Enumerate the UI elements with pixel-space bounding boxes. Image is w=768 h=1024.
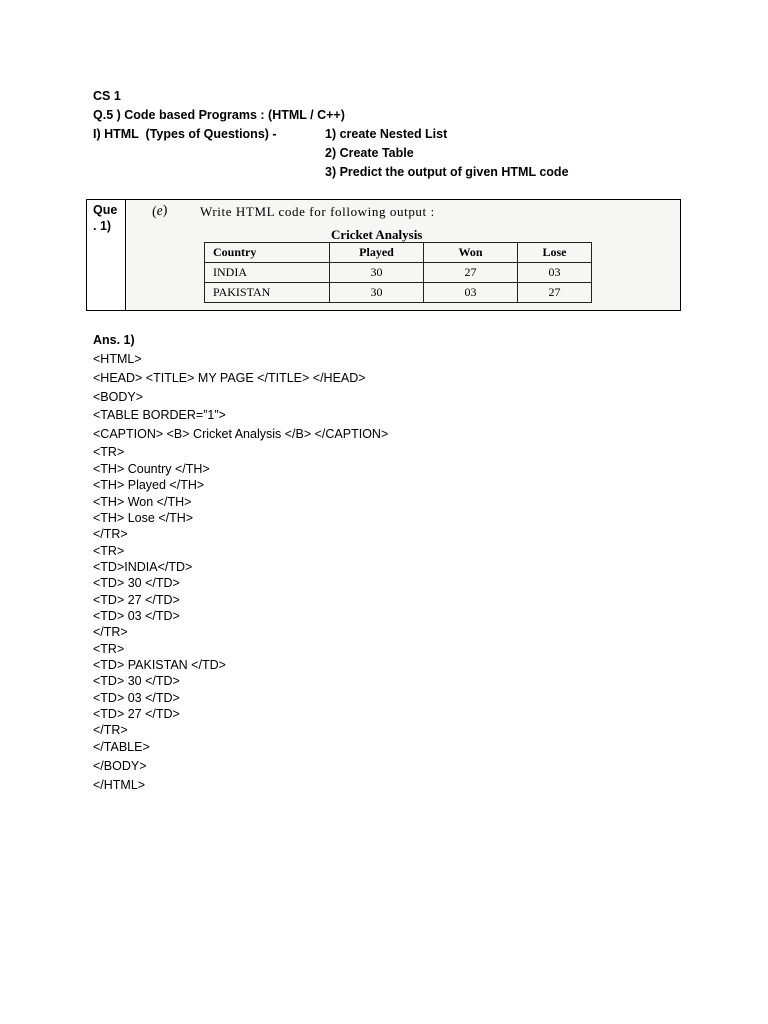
- code-line: <TH> Won </TH>: [93, 495, 192, 509]
- cell-won: 03: [424, 283, 518, 303]
- code-line: </TR>: [93, 723, 128, 737]
- header-won: Won: [424, 243, 518, 263]
- code-line: <TR>: [93, 642, 125, 656]
- code-line: <TH> Played </TH>: [93, 478, 205, 492]
- answer-title: Ans. 1): [93, 333, 135, 347]
- question-heading: Q.5 ) Code based Programs : (HTML / C++): [93, 108, 345, 122]
- code-line: <BODY>: [93, 390, 144, 404]
- code-line: <HEAD> <TITLE> MY PAGE </TITLE> </HEAD>: [93, 371, 366, 385]
- code-line: <TD> 30 </TD>: [93, 576, 180, 590]
- code-line: <TD> 30 </TD>: [93, 674, 180, 688]
- scanned-question-image: [127, 200, 680, 310]
- table-row: [205, 263, 592, 283]
- code-line: <TR>: [93, 544, 125, 558]
- header-country: Country: [205, 243, 330, 263]
- code-line: </BODY>: [93, 759, 147, 773]
- code-line: <TD> 03 </TD>: [93, 691, 180, 705]
- code-line: <TD> 27 </TD>: [93, 707, 180, 721]
- code-line: </TABLE>: [93, 740, 150, 754]
- question-box: [86, 199, 681, 311]
- code-line: <TD> PAKISTAN </TD>: [93, 658, 226, 672]
- question-label-line2: . 1): [93, 219, 112, 233]
- table-header-row: [205, 243, 592, 263]
- type-item-3: 3) Predict the output of given HTML code: [325, 165, 569, 179]
- cell-lose: 27: [518, 283, 592, 303]
- code-line: </HTML>: [93, 778, 146, 792]
- code-line: <TH> Lose </TH>: [93, 511, 194, 525]
- type-item-1: 1) create Nested List: [325, 127, 448, 141]
- cell-country: INDIA: [205, 263, 330, 283]
- cell-lose: 03: [518, 263, 592, 283]
- code-line: <CAPTION> <B> Cricket Analysis </B> </CAPTION>: [93, 427, 389, 441]
- code-line: <TH> Country </TH>: [93, 462, 210, 476]
- cell-played: 30: [330, 263, 424, 283]
- code-line: <HTML>: [93, 352, 142, 366]
- handwritten-marker: (e): [150, 202, 169, 221]
- cell-country: PAKISTAN: [205, 283, 330, 303]
- cell-played: 30: [330, 283, 424, 303]
- question-label: [87, 200, 126, 310]
- table-row: [205, 283, 592, 303]
- table-caption: Cricket Analysis: [331, 227, 423, 242]
- code-line: <TABLE BORDER=”1”>: [93, 408, 226, 422]
- cell-won: 27: [424, 263, 518, 283]
- subject-heading: CS 1: [93, 89, 121, 103]
- code-line: <TD> 27 </TD>: [93, 593, 180, 607]
- header-lose: Lose: [518, 243, 592, 263]
- question-label-line1: Que: [93, 203, 118, 217]
- question-instruction: Write HTML code for following output :: [200, 204, 435, 219]
- code-line: </TR>: [93, 625, 128, 639]
- code-line: <TD>INDIA</TD>: [93, 560, 193, 574]
- code-line: <TD> 03 </TD>: [93, 609, 180, 623]
- type-item-2: 2) Create Table: [325, 146, 414, 160]
- code-line: </TR>: [93, 527, 128, 541]
- code-line: <TR>: [93, 445, 125, 459]
- types-label: I) HTML (Types of Questions) -: [93, 127, 277, 141]
- header-played: Played: [330, 243, 424, 263]
- cricket-table: [204, 242, 592, 303]
